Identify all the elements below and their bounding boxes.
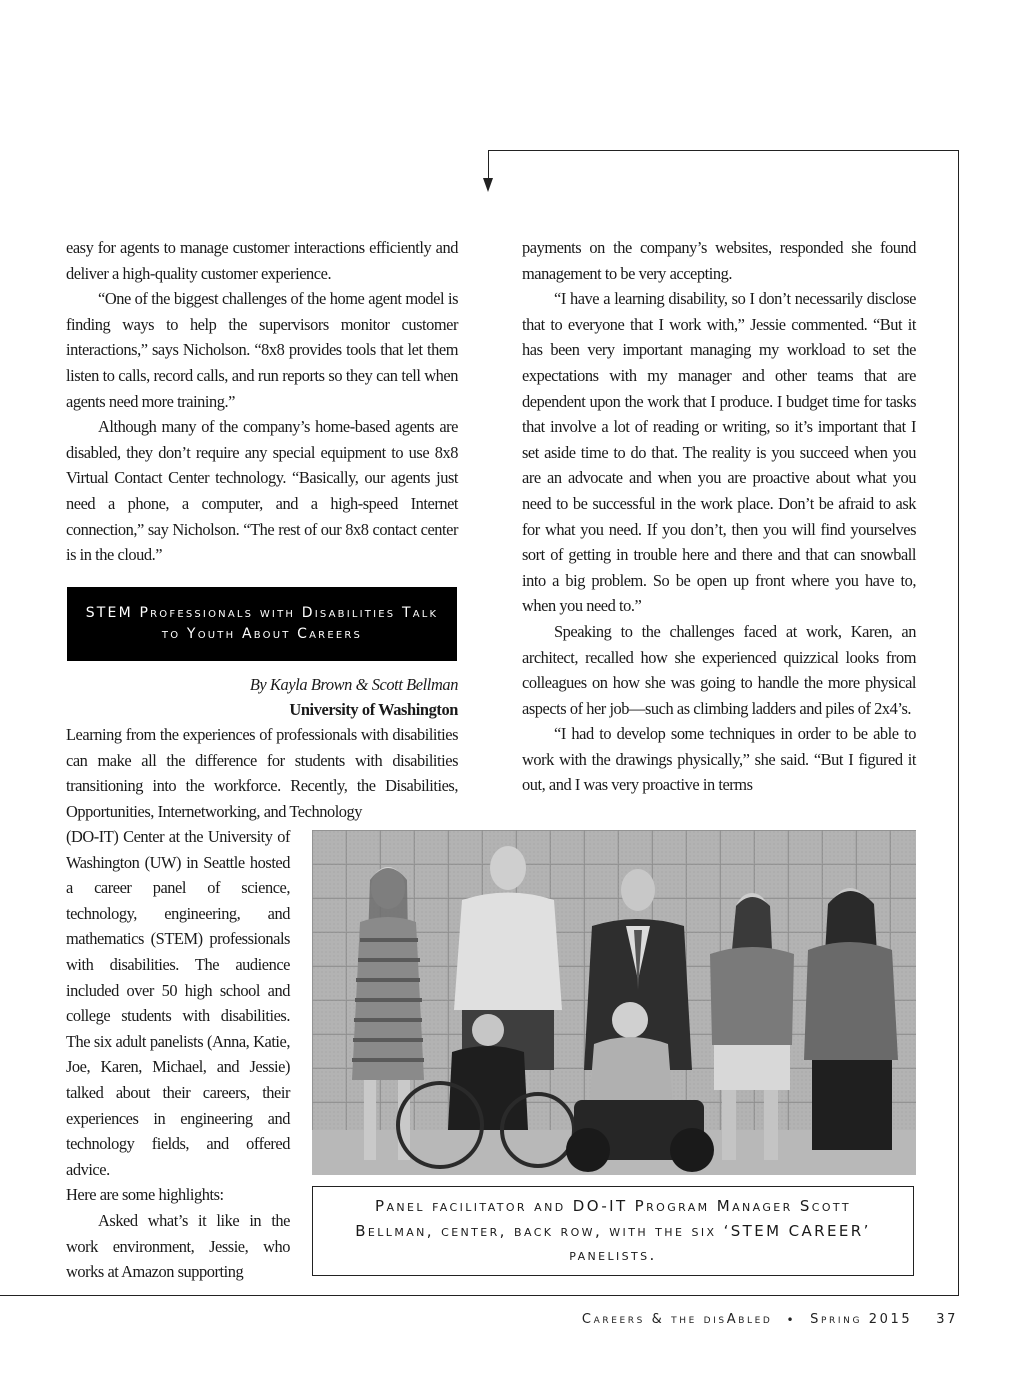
section-heading-box bbox=[67, 587, 457, 661]
footer-publication: Careers & the disAbled bbox=[581, 1312, 773, 1327]
section-intro bbox=[66, 722, 458, 824]
footer-issue: Spring 2015 bbox=[810, 1312, 913, 1327]
panelists-photo-illustration bbox=[312, 830, 916, 1175]
section-title: STEM Professionals with Disabilities Talk to Youth About Careers bbox=[85, 605, 439, 642]
right-paragraph-4: “I had to develop some techniques in order to be able to work with the drawings physically,” she said. “But I figured it out, and I was very proactive in terms bbox=[522, 724, 916, 795]
intro-full-width: Learning from the experiences of professionals with disabilities can make all the difference for students with disabilities transitioning into the workforce. Recently, the Disabilities, Opportunities, Internetworking, and Technology bbox=[66, 725, 458, 821]
frame-line-right bbox=[958, 150, 959, 1295]
panelists-photo bbox=[312, 830, 916, 1175]
byline: By Kayla Brown & Scott Bellman bbox=[249, 675, 458, 694]
frame-line-bottom bbox=[0, 1295, 959, 1296]
left-paragraph-2: “One of the biggest challenges of the home agent model is finding ways to help the supervisors monitor customer interactions,” says Nicholson. “8x8 provides tools that let them listen to calls, record calls, and run reports so they can tell when agents need more training.” bbox=[66, 289, 458, 411]
highlights-line: Here are some highlights: bbox=[66, 1185, 224, 1205]
page-number: 37 bbox=[936, 1312, 958, 1327]
right-paragraph-1: payments on the company’s websites, responded she found management to be very accepting. bbox=[522, 238, 916, 283]
intro-narrow: (DO-IT) Center at the University of Washington (UW) in Seattle hosted a career panel of science, technology, engineering, and mathematics (STEM) professionals with disabilities. The audience included over 50 high school and college students with disabilities. The six adult panelists (Anna, Katie, Joe, Karen, Michael, and Jessie) talked about their careers, their experiences in engineering and technology fields, and offered advice. bbox=[66, 827, 290, 1179]
frame-line-left bbox=[488, 150, 489, 180]
left-narrow-column bbox=[66, 824, 290, 1285]
affiliation: University of Washington bbox=[289, 700, 458, 719]
right-paragraph-2: “I have a learning disability, so I don’t necessarily disclose that to everyone that I work with,” Jessie commented. “But it has been very important managing my workload to set the expectations with my manager and other teams that are dependent upon the work that I produce. I budget time for tasks that involve a lot of reading or writing, so it’s important that I set aside time to do that. The reality is you succeed when you are an advocate and when you are proactive about what you need to be successful in the work place. Don’t be afraid to ask for what you need. If you don’t, then you will find yourselves sort of getting in trouble here and there and that can snowball into a big problem. So be open up front where you have to, when you need to.” bbox=[522, 289, 916, 616]
photo-caption-box bbox=[312, 1186, 914, 1276]
right-paragraph-3: Speaking to the challenges faced at work, Karen, an architect, recalled how she experienced quizzical looks from colleagues on how she was going to handle the more physical aspects of her job—such as climbing ladders and piles of 2x4’s. bbox=[522, 621, 916, 718]
jessie-intro: Asked what’s it like in the work environment, Jessie, who works at Amazon supporting bbox=[66, 1210, 290, 1282]
left-paragraph-1: easy for agents to manage customer interactions efficiently and deliver a high-quality customer experience. bbox=[66, 238, 458, 283]
footer-separator: • bbox=[786, 1312, 797, 1327]
photo-caption: Panel facilitator and DO-IT Program Manager Scott Bellman, center, back row, with the six ‘STEM CAREER’ panelists. bbox=[355, 1197, 871, 1265]
right-column bbox=[522, 235, 916, 798]
left-column bbox=[66, 235, 458, 568]
page-footer bbox=[582, 1312, 958, 1327]
continue-arrow-icon bbox=[483, 178, 493, 192]
left-paragraph-3: Although many of the company’s home-based agents are disabled, they don’t require any special equipment to use 8x8 Virtual Contact Center technology. “Basically, our agents just need a phone, a computer, and a high-speed Internet connection,” say Nicholson. “The rest of our 8x8 contact center is in the cloud.” bbox=[66, 417, 458, 565]
frame-line-top bbox=[488, 150, 958, 151]
